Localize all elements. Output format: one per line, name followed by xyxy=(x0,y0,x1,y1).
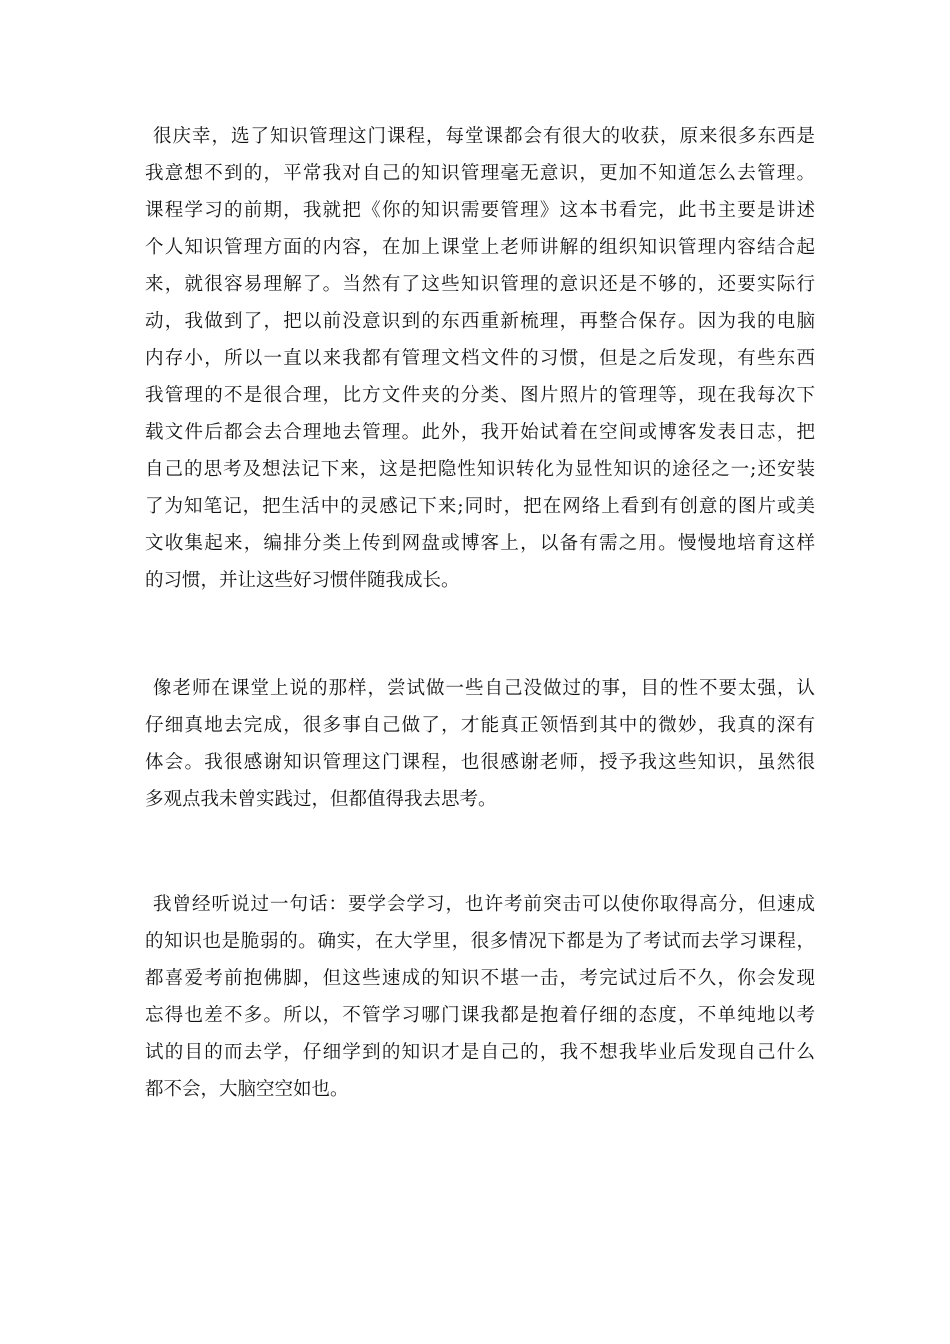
paragraph-line: 载文件后都会去合理地去管理。此外，我开始试着在空间或博客发表日志，把 xyxy=(145,422,815,443)
paragraph-line: 我管理的不是很合理，比方文件夹的分类、图片照片的管理等，现在我每次下 xyxy=(145,385,815,406)
paragraph-line: 个人知识管理方面的内容，在加上课堂上老师讲解的组织知识管理内容结合起 xyxy=(145,237,815,258)
paragraph-line: 试的目的而去学，仔细学到的知识才是自己的，我不想我毕业后发现自己什么 xyxy=(145,1042,815,1063)
paragraph-line: 忘得也差不多。所以，不管学习哪门课我都是抱着仔细的态度，不单纯地以考 xyxy=(145,1005,815,1026)
paragraph-line: 来，就很容易理解了。当然有了这些知识管理的意识还是不够的，还要实际行 xyxy=(145,274,815,295)
paragraph-line: 我曾经听说过一句话：要学会学习，也许考前突击可以使你取得高分，但速成 xyxy=(153,894,815,915)
paragraph-line: 都喜爱考前抱佛脚，但这些速成的知识不堪一击，考完试过后不久，你会发现 xyxy=(145,968,815,989)
paragraph-line: 的习惯，并让这些好习惯伴随我成长。 xyxy=(145,570,460,591)
paragraph-line: 了为知笔记，把生活中的灵感记下来;同时，把在网络上看到有创意的图片或美 xyxy=(145,496,815,517)
paragraph-line: 体会。我很感谢知识管理这门课程，也很感谢老师，授予我这些知识，虽然很 xyxy=(145,752,815,773)
paragraph-line: 内存小，所以一直以来我都有管理文档文件的习惯，但是之后发现，有些东西 xyxy=(145,348,815,369)
paragraph-line: 多观点我未曾实践过，但都值得我去思考。 xyxy=(145,789,497,810)
paragraph-line: 的知识也是脆弱的。确实，在大学里，很多情况下都是为了考试而去学习课程， xyxy=(145,931,815,952)
paragraph-line: 都不会，大脑空空如也。 xyxy=(145,1079,349,1100)
paragraph-line: 仔细真地去完成，很多事自己做了，才能真正领悟到其中的微妙，我真的深有 xyxy=(145,715,815,736)
paragraph-line: 文收集起来，编排分类上传到网盘或博客上，以备有需之用。慢慢地培育这样 xyxy=(145,533,815,554)
paragraph-line: 动，我做到了，把以前没意识到的东西重新梳理，再整合保存。因为我的电脑 xyxy=(145,311,815,332)
paragraph-line: 我意想不到的，平常我对自己的知识管理毫无意识，更加不知道怎么去管理。 xyxy=(145,163,815,184)
paragraph-line: 像老师在课堂上说的那样，尝试做一些自己没做过的事，目的性不要太强，认 xyxy=(153,678,815,699)
paragraph-line: 很庆幸，选了知识管理这门课程，每堂课都会有很大的收获，原来很多东西是 xyxy=(153,126,815,147)
paragraph-line: 课程学习的前期，我就把《你的知识需要管理》这本书看完，此书主要是讲述 xyxy=(145,200,815,221)
paragraph-line: 自己的思考及想法记下来，这是把隐性知识转化为显性知识的途径之一;还安装 xyxy=(145,459,815,480)
